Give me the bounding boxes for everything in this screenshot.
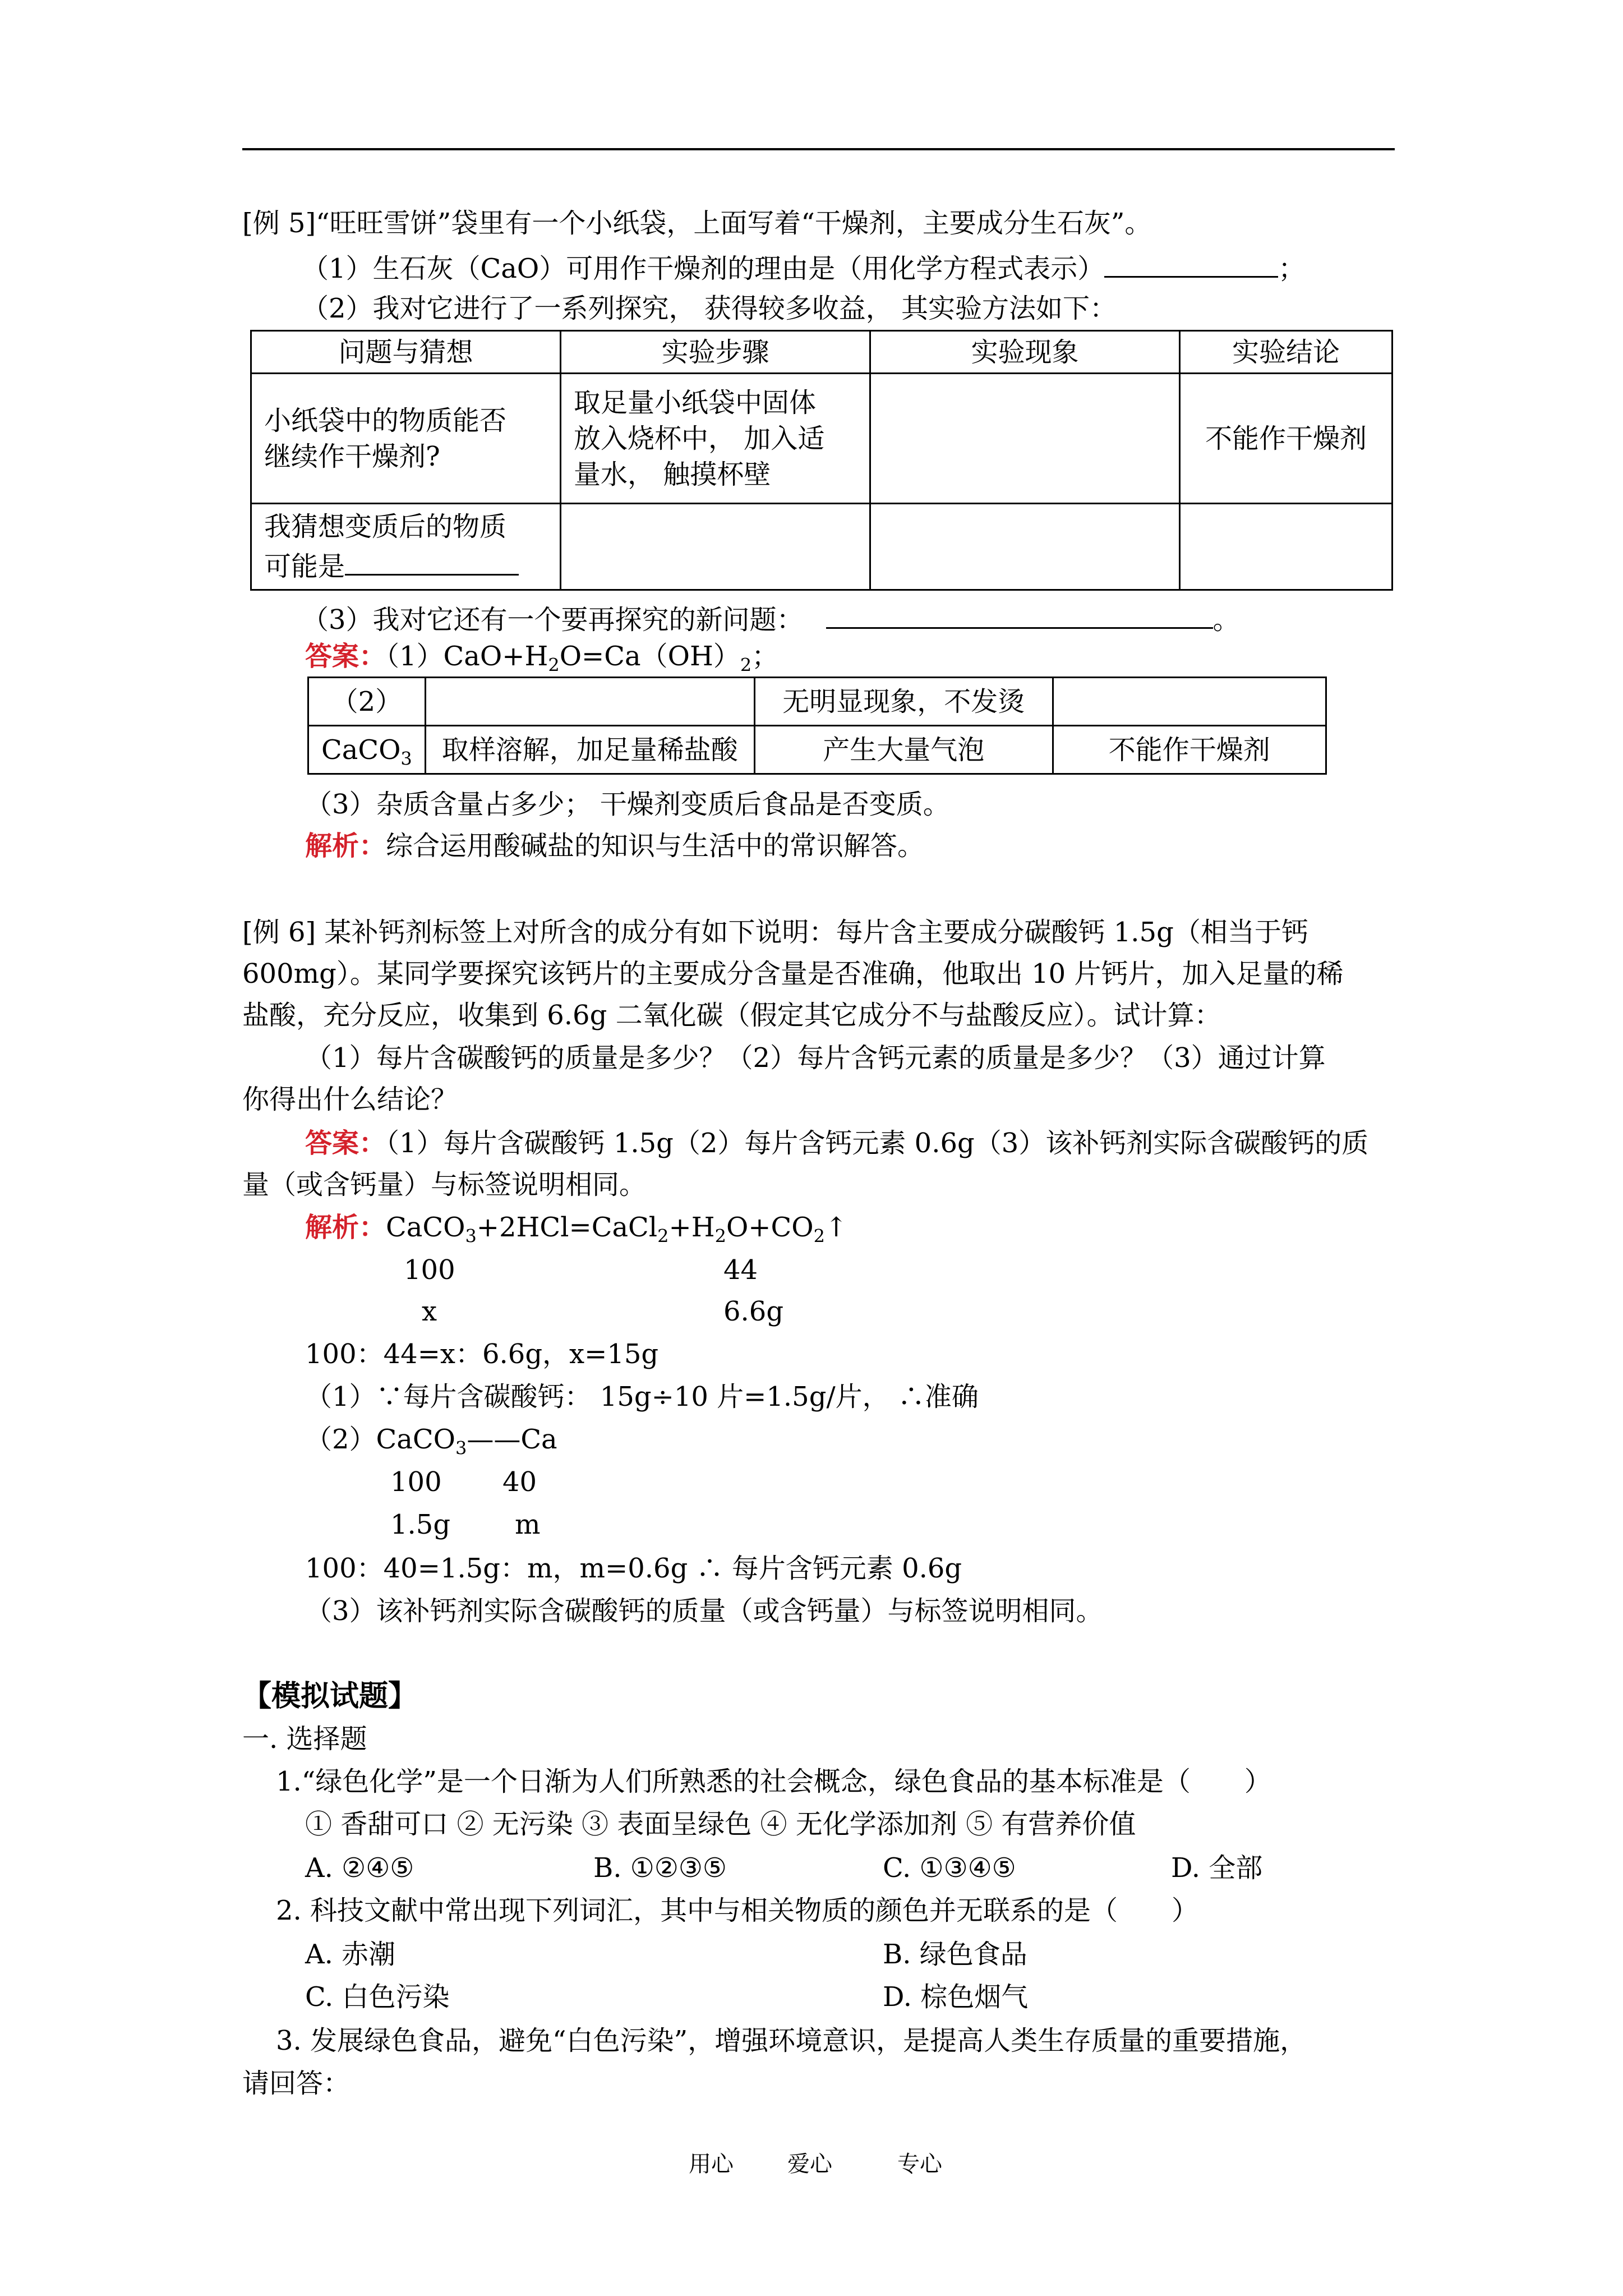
mass-value: 1.5g — [390, 1509, 451, 1540]
mass-value: 100 — [404, 1254, 455, 1286]
table-cell — [1180, 504, 1393, 590]
choice-c: C. ①③④⑤ — [883, 1852, 1016, 1884]
ex5-answer-1: 答案：$(1)CaO+H_2O=Ca(OH)_2$； — [305, 641, 779, 676]
section-title: 【模拟试题】 — [242, 1679, 418, 1713]
table-cell — [870, 374, 1180, 504]
mass-value: 40 — [502, 1466, 537, 1498]
table-cell: 产生大量气泡 — [754, 726, 1053, 774]
table-cell — [870, 504, 1180, 590]
choice-d: D. 棕色烟气 — [883, 1981, 1029, 2013]
ex5-question-3: （3）我对它还有一个要再探究的新问题： 。 — [302, 598, 1240, 638]
table-row — [251, 504, 1393, 590]
question-3: 3. 发展绿色食品，避免“白色污染”，增强环境意识，是提高人类生存质量的重要措施， — [276, 2025, 1307, 2056]
question-1-options: ① 香甜可口 ② 无污染 ③ 表面呈绿色 ④ 无化学添加剂 ⑤ 有营养价值 — [305, 1809, 1136, 1840]
table-header: 实验结论 — [1180, 331, 1393, 374]
table-cell: 无明显现象，不发烫 — [754, 678, 1053, 726]
table-header-row — [251, 331, 1393, 374]
table-cell: （2） — [308, 678, 426, 726]
ex6-answer: 答案：（1）每片含碳酸钙 1.5g（2）每片含钙元素 0.6g（3）该补钙剂实际含碳酸钙的质 — [305, 1128, 1369, 1159]
choice-c: C. 白色污染 — [305, 1981, 450, 2013]
mass-value: 44 — [723, 1254, 758, 1286]
ex6-line: 600mg）。某同学要探究该钙片的主要成分含量是否准确，他取出 10 片钙片，加入足量的稀 — [242, 958, 1344, 990]
ex5-question-1: （1）生石灰（CaO）可用作干燥剂的理由是（用化学方程式表示） ； — [302, 247, 1305, 287]
table-cell: 取样溶解，加足量稀盐酸 — [425, 726, 754, 774]
table-cell — [561, 504, 870, 590]
choice-b: B. ①②③⑤ — [593, 1852, 727, 1884]
mass-value: 6.6g — [723, 1296, 784, 1327]
table-cell: CaCO$_3$ — [308, 726, 426, 774]
calc-line: （1）∵每片含碳酸钙： 15g÷10 片=1.5g/片， ∴准确 — [305, 1381, 979, 1412]
ex5-answer-3: （3）杂质含量占多少； 干燥剂变质后食品是否变质。 — [305, 789, 950, 820]
table-header: 问题与猜想 — [251, 331, 561, 374]
ex6-line: [例 6] 某补钙剂标签上对所含的成分有如下说明：每片含主要成分碳酸钙 1.5g（相当于钙 — [242, 917, 1308, 948]
ex6-line: 盐酸，充分反应，收集到 6.6g 二氧化碳（假定其它成分不与盐酸反应）。试计算： — [242, 1000, 1221, 1031]
table-header: 实验步骤 — [561, 331, 870, 374]
answer-blank — [345, 545, 519, 576]
table-cell: 不能作干燥剂 — [1053, 726, 1326, 774]
table-cell: 我猜想变质后的物质 可能是 — [251, 504, 561, 590]
answer-blank — [826, 598, 1213, 629]
footer-text: 专心 — [897, 2151, 942, 2177]
ex5-question-2: （2）我对它进行了一系列探究， 获得较多收益， 其实验方法如下： — [302, 293, 1117, 324]
footer-text: 用心 — [689, 2151, 734, 2177]
table-cell — [1053, 678, 1326, 726]
table-cell — [425, 678, 754, 726]
ex6-answer-cont: 量（或含钙量）与标签说明相同。 — [242, 1169, 647, 1200]
section-subtitle: 一. 选择题 — [242, 1723, 367, 1755]
table-row — [308, 678, 1326, 726]
table-row — [308, 726, 1326, 774]
calc-line: 100：44=x：6.6g，x=15g — [305, 1338, 659, 1370]
mass-value: x — [422, 1296, 437, 1327]
calc-line: （3）该补钙剂实际含碳酸钙的质量（或含钙量）与标签说明相同。 — [305, 1595, 1103, 1627]
calc-line: （2）CaCO$_3$——Ca — [305, 1424, 557, 1459]
ex5-intro: [例 5]“旺旺雪饼”袋里有一个小纸袋，上面写着“干燥剂，主要成分生石灰”。 — [242, 208, 1152, 239]
question-1: 1.“绿色化学”是一个日渐为人们所熟悉的社会概念，绿色食品的基本标准是（ ） — [276, 1766, 1271, 1797]
choice-b: B. 绿色食品 — [883, 1939, 1027, 1970]
mass-value: 100 — [390, 1466, 442, 1498]
ex5-analysis: 解析：综合运用酸碱盐的知识与生活中的常识解答。 — [305, 830, 925, 862]
mass-value: m — [515, 1509, 541, 1540]
table-cell: 不能作干燥剂 — [1180, 374, 1393, 504]
question-3-cont: 请回答： — [242, 2068, 351, 2099]
table-cell: 小纸袋中的物质能否 继续作干燥剂? — [251, 374, 561, 504]
table-row — [251, 374, 1393, 504]
choice-d: D. 全部 — [1171, 1852, 1263, 1884]
choice-a: A. ②④⑤ — [305, 1852, 414, 1884]
choice-a: A. 赤潮 — [305, 1939, 396, 1970]
question-2: 2. 科技文献中常出现下列词汇，其中与相关物质的颜色并无联系的是（ ） — [276, 1895, 1199, 1926]
ex6-equation: 解析：$CaCO_3+2HCl=CaCl_2+H_2O+CO_2↑$ — [305, 1212, 848, 1247]
calc-line: 100：40=1.5g：m，m=0.6g ∴ 每片含钙元素 0.6g — [305, 1553, 962, 1584]
footer-text: 爱心 — [787, 2151, 832, 2177]
header-rule — [242, 148, 1395, 150]
ex6-line: （1）每片含碳酸钙的质量是多少？（2）每片含钙元素的质量是多少？（3）通过计算 — [305, 1042, 1326, 1074]
answer-table — [307, 677, 1327, 775]
ex6-line: 你得出什么结论？ — [242, 1084, 458, 1115]
experiment-table — [250, 330, 1393, 591]
table-cell: 取足量小纸袋中固体 放入烧杯中， 加入适 量水， 触摸杯壁 — [561, 374, 870, 504]
answer-blank — [1104, 247, 1278, 278]
table-header: 实验现象 — [870, 331, 1180, 374]
